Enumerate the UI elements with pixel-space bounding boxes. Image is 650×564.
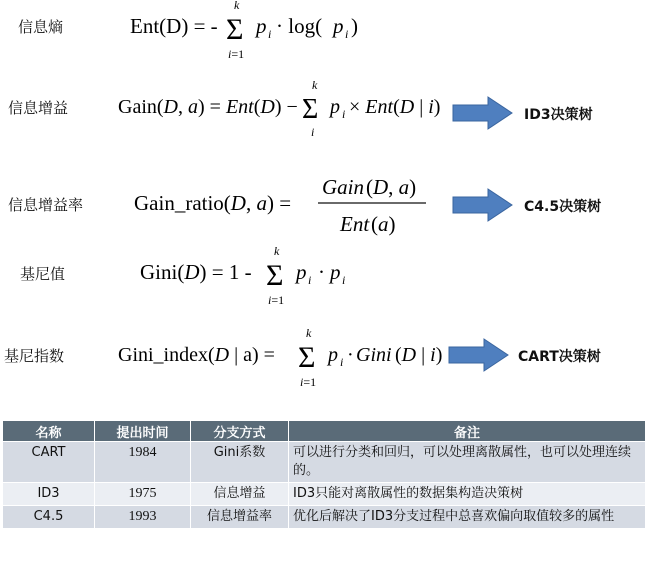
svg-text:(D | i): (D | i) xyxy=(395,344,443,366)
svg-text:): ) xyxy=(351,14,358,38)
table-row xyxy=(3,506,646,529)
svg-text:i=1: i=1 xyxy=(228,47,245,61)
cell-split: 信息增益率 xyxy=(191,506,289,529)
cell-year: 1993 xyxy=(95,506,191,529)
svg-text:p: p xyxy=(330,96,340,118)
svg-text:Gain_ratio(D, a) =: Gain_ratio(D, a) = xyxy=(134,191,292,215)
cell-name: CART xyxy=(3,442,95,483)
svg-text:i: i xyxy=(268,27,272,41)
header-year: 提出时间 xyxy=(95,421,191,442)
label-gini-index: 基尼指数 xyxy=(4,347,65,365)
formula-gini-value xyxy=(138,246,358,308)
target-cart: CART决策树 xyxy=(518,349,601,365)
svg-text:Σ: Σ xyxy=(226,13,244,46)
label-gini-value: 基尼值 xyxy=(20,265,66,283)
target-c45: C4.5决策树 xyxy=(524,199,602,215)
svg-text:·: · xyxy=(347,344,354,366)
svg-text:Gain(D, a) = Ent(D) −: Gain(D, a) = Ent(D) − xyxy=(118,96,298,118)
label-gain-ratio: 信息增益率 xyxy=(8,196,84,214)
cell-split: Gini系数 xyxy=(191,442,289,483)
label-info-gain: 信息增益 xyxy=(8,99,69,117)
cell-note: ID3只能对离散属性的数据集构造决策树 xyxy=(289,483,646,506)
label-entropy: 信息熵 xyxy=(18,18,64,36)
cell-note: 可以进行分类和回归，可以处理离散属性，也可以处理连续的。 xyxy=(289,442,646,483)
svg-text:i: i xyxy=(308,273,312,287)
svg-text:k: k xyxy=(312,80,318,92)
svg-text:· log(: · log( xyxy=(276,14,323,38)
svg-text:p: p xyxy=(256,14,267,38)
svg-text:Gain: Gain xyxy=(322,175,364,199)
svg-text:Ent: Ent xyxy=(340,212,370,236)
svg-text:k: k xyxy=(234,0,240,12)
svg-text:(D, a): (D, a) xyxy=(366,175,417,199)
svg-text:i: i xyxy=(342,273,346,287)
cell-year: 1984 xyxy=(95,442,191,483)
svg-text:i: i xyxy=(342,107,346,121)
svg-text:i: i xyxy=(345,27,349,41)
table-header-row xyxy=(3,421,646,442)
svg-text:Gini(D) = 1 -: Gini(D) = 1 - xyxy=(140,260,252,284)
svg-text:p: p xyxy=(330,260,341,284)
svg-text:Gini_index(D | a) =: Gini_index(D | a) = xyxy=(118,344,275,366)
svg-text:i=1: i=1 xyxy=(300,375,317,389)
svg-text:p: p xyxy=(328,344,338,366)
svg-text:i: i xyxy=(340,355,344,369)
svg-text:k: k xyxy=(274,246,280,258)
svg-text:(a): (a) xyxy=(371,212,396,236)
svg-text:Σ: Σ xyxy=(302,94,319,125)
header-name: 名称 xyxy=(3,421,95,442)
svg-text:·: · xyxy=(318,260,325,284)
cell-name: C4.5 xyxy=(3,506,95,529)
svg-text:× Ent(D | i): × Ent(D | i) xyxy=(349,96,441,118)
table-row xyxy=(3,483,646,506)
svg-text:p: p xyxy=(296,260,307,284)
target-id3: ID3决策树 xyxy=(524,107,593,123)
cell-split: 信息增益 xyxy=(191,483,289,506)
formula-gain-ratio xyxy=(132,168,432,244)
formula-gini-index xyxy=(116,328,456,390)
arrow-icon xyxy=(448,338,510,372)
formula-entropy xyxy=(128,0,368,64)
header-note: 备注 xyxy=(289,421,646,442)
arrow-icon xyxy=(452,188,514,222)
header-split: 分支方式 xyxy=(191,421,289,442)
cell-note: 优化后解决了ID3分支过程中总喜欢偏向取值较多的属性 xyxy=(289,506,646,529)
formula-info-gain xyxy=(116,80,446,142)
svg-text:i=1: i=1 xyxy=(268,293,285,307)
cell-name: ID3 xyxy=(3,483,95,506)
table-row xyxy=(3,442,646,483)
svg-text:k: k xyxy=(306,328,312,340)
svg-text:p: p xyxy=(333,14,344,38)
svg-text:Σ: Σ xyxy=(298,341,316,374)
algorithm-table xyxy=(2,420,646,529)
svg-text:i: i xyxy=(311,125,315,139)
svg-text:Ent(D) = -: Ent(D) = - xyxy=(130,14,218,38)
cell-year: 1975 xyxy=(95,483,191,506)
svg-text:Σ: Σ xyxy=(266,259,284,292)
arrow-icon xyxy=(452,96,514,130)
svg-text:Gini: Gini xyxy=(356,344,392,366)
